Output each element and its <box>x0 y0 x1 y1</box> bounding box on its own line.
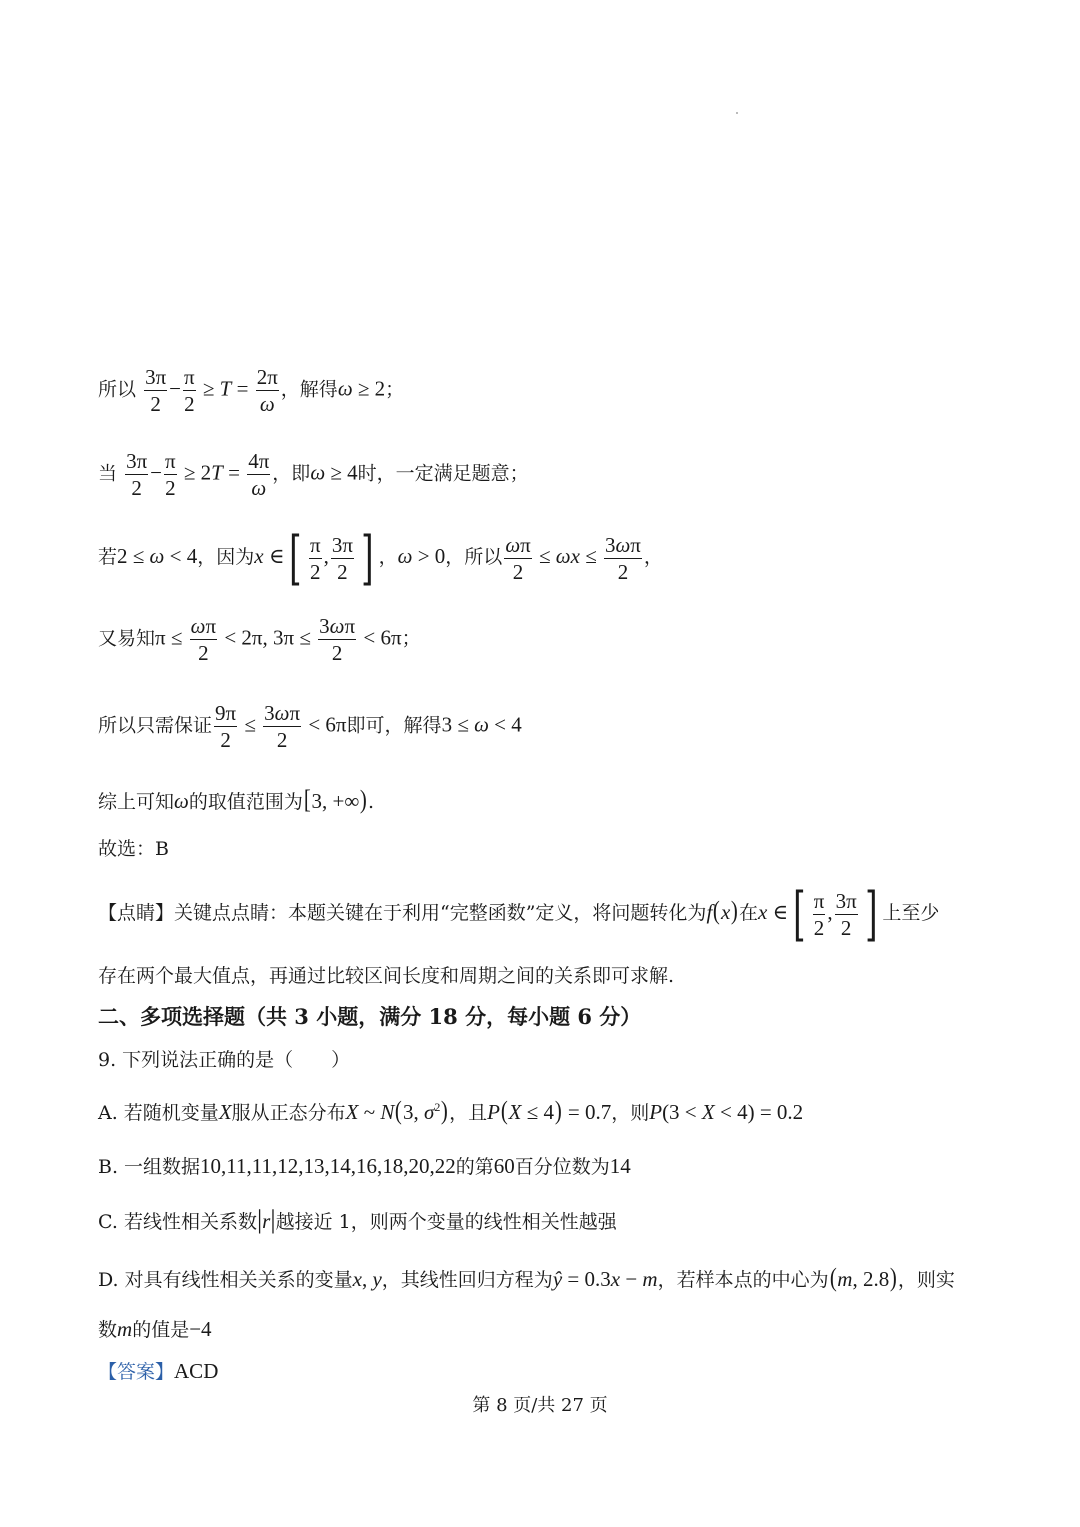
fraction: $\frac{2\pi}{\omega}$ <box>256 365 278 416</box>
fraction: $\frac{3\omega\pi}{2}$ <box>604 532 641 584</box>
fraction: $\frac{\omega\pi}{2}$ <box>190 614 217 665</box>
scan-speck <box>736 112 738 114</box>
solution-line-3: 若2 ≤ ω < 4，因为x ∈[ $\frac{\pi}{2}$ , $\frac{3\pi}{2}$ ] ，ω > 0，所以 $\frac{\omega\pi}{2}$ ≤ ωx ≤ $\frac{3\omega\pi}{2}$ ， <box>98 524 663 592</box>
fraction: $\frac{3\pi}{2}$ <box>145 365 167 416</box>
option-a: A. 若随机变量X服从正态分布X ~ N(3, $\sigma^2$)，且P(X ≤ 4) = 0.7，则P(3 < X < 4) = 0.2 <box>98 1096 804 1125</box>
fraction: $\frac{3\pi}{2}$ <box>331 532 353 584</box>
fraction: $\frac{3\pi}{2}$ <box>835 888 857 940</box>
key-point-line-2: 存在两个最大值点，再通过比较区间长度和周期之间的关系即可求解. <box>98 965 675 987</box>
fraction: $\frac{9\pi}{2}$ <box>215 701 237 752</box>
fraction: $\frac{\pi}{2}$ <box>165 449 176 500</box>
fraction: $\frac{\pi}{2}$ <box>813 888 825 940</box>
option-d: D. 对具有线性相关关系的变量x, y，其线性回归方程为ŷ = 0.3x − m，若样本点的中心为(m, 2.8)，则实 <box>98 1263 955 1292</box>
option-b: B. 一组数据10,11,11,12,13,14,16,18,20,22的第60百分位数为14 <box>98 1154 631 1178</box>
option-c: C. 若线性相关系数|r|越接近 1，则两个变量的线性相关性越强 <box>98 1205 617 1234</box>
section-header: 二、多项选择题（共 3 小题，满分 18 分，每小题 6 分） <box>98 1004 642 1029</box>
question-9: 9. 下列说法正确的是（ ） <box>98 1049 351 1071</box>
answer-value: ACD <box>174 1359 219 1383</box>
fraction: $\frac{\pi}{2}$ <box>184 365 195 416</box>
solution-line-5: 所以只需保证 $\frac{9\pi}{2}$ ≤ $\frac{3\omega\pi}{2}$ < 6π即可，解得3 ≤ ω < 4 <box>98 701 522 752</box>
solution-line-7: 故选：B <box>98 838 169 860</box>
fraction: $\frac{\omega\pi}{2}$ <box>505 532 531 584</box>
page-footer: 第 8 页/共 27 页 <box>472 1395 608 1416</box>
fraction: $\frac{3\omega\pi}{2}$ <box>264 701 301 752</box>
key-point-line: 【点睛】关键点点睛：本题关键在于利用“完整函数”定义，将问题转化为f(x)在x ∈[ $\frac{\pi}{2}$ , $\frac{3\pi}{2}$ ] 上至少 <box>98 880 940 948</box>
answer-label: 【答案】 <box>98 1361 175 1383</box>
fraction: $\frac{4\pi}{\omega}$ <box>248 449 270 500</box>
fraction: $\frac{3\pi}{2}$ <box>126 449 148 500</box>
option-d-continued: 数m的值是−4 <box>98 1317 212 1341</box>
answer-line <box>98 1357 984 1386</box>
solution-line-6: 综上可知ω的取值范围为[3, +∞). <box>98 785 375 814</box>
fraction: $\frac{\pi}{2}$ <box>310 532 321 584</box>
fraction: $\frac{3\omega\pi}{2}$ <box>319 614 356 665</box>
solution-line-2: 当 $\frac{3\pi}{2}$ − $\frac{\pi}{2}$ ≥ 2T = $\frac{4\pi}{\omega}$ ，即ω ≥ 4时，一定满足题意； <box>98 449 529 500</box>
solution-line-1: 所以 $\frac{3\pi}{2}$ − $\frac{\pi}{2}$ ≥ T = $\frac{2\pi}{\omega}$ ，解得ω ≥ 2； <box>98 365 405 416</box>
solution-line-4: 又易知π ≤ $\frac{\omega\pi}{2}$ < 2π, 3π ≤ $\frac{3\omega\pi}{2}$ < 6π； <box>98 614 421 665</box>
